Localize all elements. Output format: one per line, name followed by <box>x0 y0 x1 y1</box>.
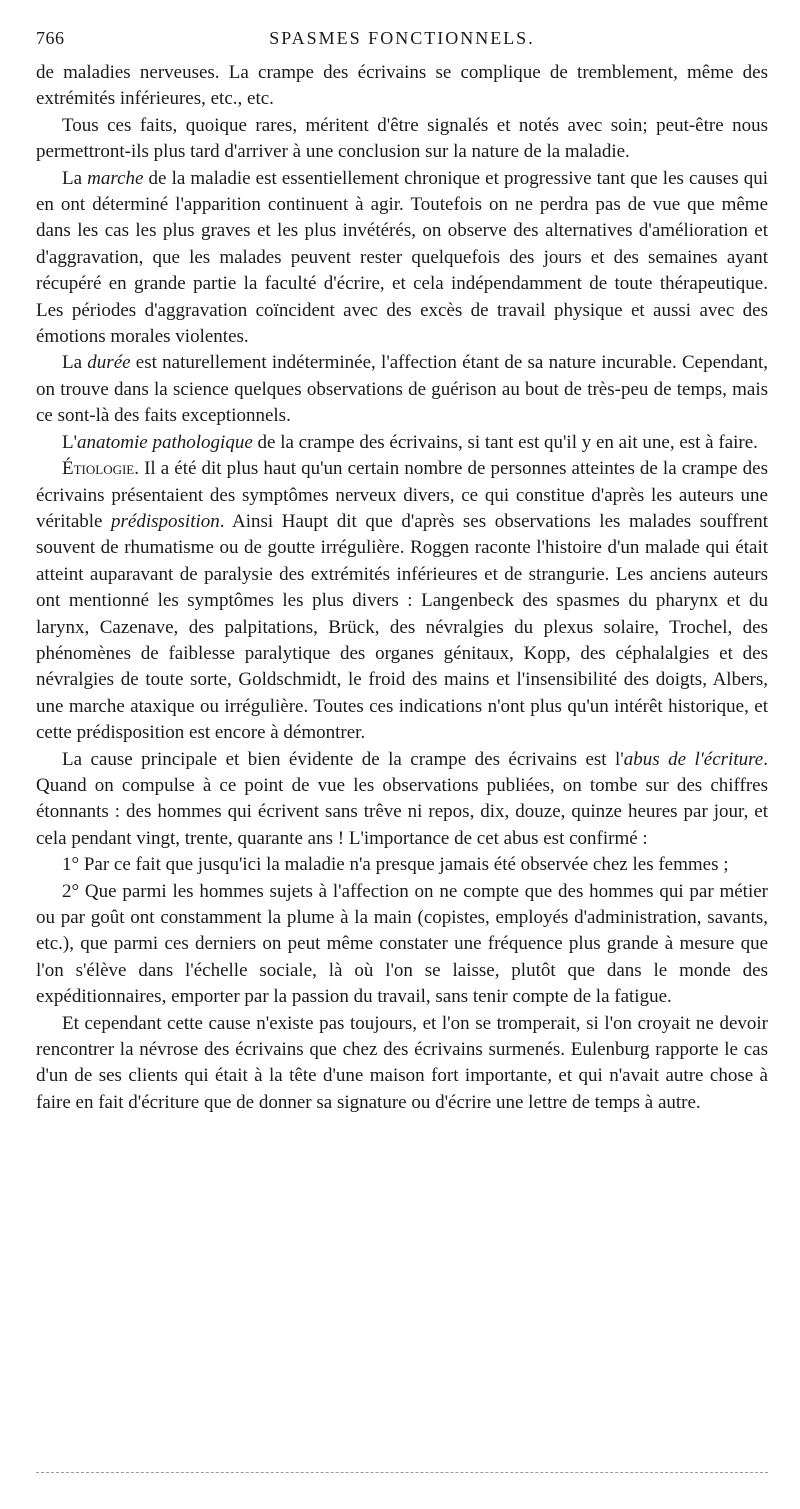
text-run: La <box>62 352 88 374</box>
paragraph <box>36 60 768 113</box>
italic-phrase: prédisposition <box>111 510 220 532</box>
paragraph <box>36 350 768 429</box>
body-text <box>36 60 768 1116</box>
paragraph <box>36 747 768 853</box>
paragraph <box>36 456 768 746</box>
page-number: 766 <box>36 28 65 48</box>
paragraph <box>36 1011 768 1117</box>
text-run: La cause principale et bien évidente de la crampe des écrivains est l' <box>62 748 624 770</box>
italic-phrase: durée <box>87 352 131 374</box>
text-run: . Ainsi Haupt dit que d'après ses observations les malades souffrent souvent de rhumatisme ou de goutte irrégulière. Roggen raconte l'histoire d'un malade qui était atteint auparavant de paralysie des extrémités inférieures et de strangurie. Les anciens auteurs ont mentionné les symptômes les plus divers : Langenbeck des spasmes du pharynx et du larynx, Cazenave, des palpitations, Brück, des névralgies du plexus solaire, Trochel, des phénomènes de faiblesse paralytique des organes génitaux, Kopp, des céphalalgies et des névralgies de toute sorte, Goldschmidt, le froid des mains et l'insensibilité des doigts, Albers, une marche ataxique ou irrégulière. Toutes ces indications n'ont plus qu'un intérêt historique, et cette prédisposition est encore à démontrer. <box>36 510 769 744</box>
paragraph <box>36 113 768 166</box>
text-run: de la crampe des écrivains, si tant est qu'il y en ait une, est à faire. <box>252 431 758 453</box>
text-run: La <box>62 167 88 189</box>
text-run: Il a été dit plus haut qu'un certain nombre de personnes atteintes de la crampe des écrivains présentaient des symptômes nerveux divers, ce qui constitue d'après les auteurs une véritable <box>36 458 768 532</box>
text-run: . Quand on compulse à ce point de vue les observations publiées, on tombe sur des chiffres étonnants : des hommes qui écrivent sans trêve ni repos, dix, douze, quinze heures par jour, et cela pendant vingt, trente, quarante ans ! L'importance de cet abus est confirmé : <box>36 748 768 849</box>
page-header <box>36 28 768 54</box>
italic-phrase: marche <box>87 167 144 189</box>
text-run: L' <box>62 431 78 453</box>
text-run: 2° Que parmi les hommes sujets à l'affection on ne compte que des hommes qui par métier ou par goût ont constamment la plume à la main (copistes, employés d'administration, savants, etc.), que parmi ces derniers on peut même constater une fréquence plus grande à mesure que l'on s'élève dans l'échelle sociale, là où l'on se laisse, plutôt que dans le monde des expéditionnaires, emporter par la passion du travail, sans tenir compte de la fatigue. <box>36 880 768 1008</box>
text-run: 1° Par ce fait que jusqu'ici la maladie n'a presque jamais été observée chez les femmes ; <box>62 854 729 876</box>
text-run: est naturellement indéterminée, l'affection étant de sa nature incurable. Cependant, on trouve dans la science quelques observations de guérison au bout de très-peu de temps, mais ce sont-là des faits exceptionnels. <box>36 352 768 427</box>
paragraph <box>36 879 768 1011</box>
text-run: Tous ces faits, quoique rares, méritent d'être signalés et notés avec soin; peut-être nous permettront-ils plus tard d'arriver à une conclusion sur la nature de la maladie. <box>36 114 768 163</box>
text-run: de maladies nerveuses. La crampe des écrivains se complique de tremblement, même des extrémités inférieures, etc., etc. <box>36 62 768 110</box>
section-heading: Étiologie. <box>62 458 140 480</box>
paragraph <box>36 852 768 878</box>
italic-phrase: anatomie pathologique <box>77 431 253 453</box>
footer-rule <box>36 1472 768 1473</box>
text-run: Et cependant cette cause n'existe pas toujours, et l'on se tromperait, si l'on croyait ne devoir rencontrer la névrose des écrivains que chez des écrivains surmenés. Eulenburg rapporte le cas d'un de ses clients qui était à la tête d'une maison fort importante, et qui n'avait autre chose à faire en fait d'écriture que de donner sa signature ou d'écrire une lettre de temps à autre. <box>36 1012 768 1113</box>
text-run: de la maladie est essentiellement chronique et progressive tant que les causes qui en ont déterminé l'apparition continuent à agir. Toutefois on ne perdra pas de vue que même dans les cas les plus graves et les plus invétérés, on observe des alternatives d'amélioration et d'aggravation, que les malades peuvent rester quelquefois des jours et des semaines ayant récupéré en grande partie la faculté d'écrire, et cela indépendamment de toute thérapeutique. Les périodes d'aggravation coïncident avec des excès de travail physique et aussi avec des émotions morales violentes. <box>36 167 768 348</box>
book-page <box>36 28 768 1116</box>
paragraph <box>36 430 768 456</box>
paragraph <box>36 166 768 351</box>
italic-phrase: abus de l'écriture <box>623 748 764 770</box>
running-title: SPASMES FONCTIONNELS. <box>269 28 535 48</box>
